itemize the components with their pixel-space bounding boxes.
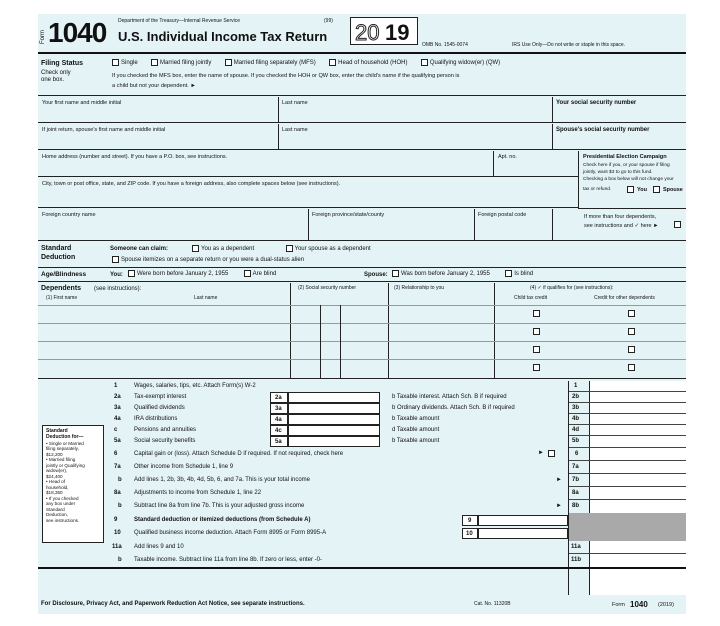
line-ref: 4d: [572, 427, 580, 433]
divider: [320, 305, 321, 378]
form-prefix: Form: [40, 30, 46, 44]
campaign-line4: tax or refund.: [583, 187, 612, 192]
line-b-text: b Taxable amount: [392, 416, 440, 422]
foreign-country-label: Foreign country name: [42, 212, 96, 218]
year-bold: 19: [385, 20, 410, 45]
campaign-title: Presidential Election Campaign: [583, 154, 667, 160]
sidebar-item: filing separately,: [46, 446, 79, 451]
name-row: [38, 97, 686, 123]
line-text: Qualified business income deduction. Attach Form 8995 or Form 8995-A: [134, 530, 327, 536]
line-text: IRA distributions: [134, 416, 178, 422]
sidebar-item: Standard: [46, 506, 65, 512]
married-separately-checkbox[interactable]: [225, 59, 232, 66]
divider: [38, 341, 686, 342]
box-ref: 2a: [275, 395, 282, 401]
filing-options: [110, 59, 500, 67]
divider: [569, 391, 686, 392]
one-box-label: one box.: [41, 77, 65, 83]
sidebar-item: $24,400: [46, 473, 63, 479]
line-num: c: [114, 427, 118, 433]
head-of-household-checkbox[interactable]: [329, 59, 336, 66]
ssn-label: Your social security number: [556, 100, 637, 106]
divider: [308, 209, 309, 240]
line-num: 8a: [114, 490, 121, 496]
dep4-other-credit-checkbox[interactable]: [628, 364, 635, 371]
divider: [552, 209, 553, 240]
line-4a-input[interactable]: [288, 414, 380, 425]
single-label: Single: [121, 60, 138, 67]
spouse-as-dependent-checkbox[interactable]: [286, 245, 293, 252]
spouse-as-dependent-label: Your spouse as a dependent: [294, 246, 371, 253]
sidebar-item: • Head of: [46, 479, 65, 484]
form-title: U.S. Individual Income Tax Return: [118, 29, 328, 44]
line-5a-ref-box: [270, 436, 288, 447]
line-ref: 2b: [572, 394, 580, 400]
dep-col-relationship: (3) Relationship to you: [394, 285, 445, 291]
line-4c-input[interactable]: [288, 425, 380, 436]
campaign-line2: jointly, want $3 to go to this fund.: [583, 170, 653, 175]
spouse-blind-label: Is blind: [514, 271, 534, 278]
divider: [474, 209, 475, 240]
box-ref: 5a: [275, 439, 282, 445]
campaign-spouse-checkbox[interactable]: [653, 186, 660, 193]
dep4-child-credit-checkbox[interactable]: [533, 364, 540, 371]
you-blind-checkbox[interactable]: [244, 270, 251, 277]
city-label: City, town or post office, state, and ZIP code. If you have a foreign address, also complete spaces below (see instructions).: [42, 181, 341, 187]
apt-label: Apt. no.: [498, 154, 517, 160]
line-num: 10: [114, 530, 121, 536]
line-num: 6: [114, 451, 118, 457]
arrow-icon: ►: [556, 477, 562, 483]
line-text: Other income from Schedule 1, line 9: [134, 464, 234, 470]
head-of-household-label: Head of household (HOH): [338, 60, 408, 67]
dep1-child-credit-checkbox[interactable]: [533, 310, 540, 317]
you-as-dependent-label: You as a dependent: [201, 246, 255, 253]
age-blindness-label: Age/Blindness: [41, 271, 87, 278]
line-2a-ref-box: [270, 392, 288, 403]
age-spouse-label: Spouse:: [364, 272, 388, 278]
divider: [552, 124, 553, 149]
box-ref: 3a: [275, 406, 282, 412]
divider: [340, 305, 341, 378]
divider: [569, 402, 686, 403]
divider: [569, 486, 686, 487]
last-name-label: Last name: [282, 100, 308, 106]
line-10-input[interactable]: [478, 528, 568, 539]
divider: [569, 435, 686, 436]
line-text: Add lines 9 and 10: [134, 544, 184, 550]
spouse-born-before-checkbox[interactable]: [392, 270, 399, 277]
tax-year-box: [350, 17, 418, 45]
dependents-label: Dependents: [41, 285, 82, 292]
line-text: Pensions and annuities: [134, 427, 197, 433]
line-11a: [38, 542, 686, 553]
address-row: [38, 151, 578, 177]
you-born-before-label: Were born before January 2, 1955: [137, 271, 229, 278]
line-num: 2a: [114, 394, 121, 400]
foreign-postal-label: Foreign postal code: [478, 212, 527, 218]
age-blindness-row: [38, 269, 686, 282]
box-ref: 4a: [275, 417, 282, 423]
divider: [569, 473, 686, 474]
divider: [569, 424, 686, 425]
irs-use-only: IRS Use Only—Do not write or staple in this space.: [512, 42, 626, 48]
qualifying-widow-checkbox[interactable]: [421, 59, 428, 66]
footer-form-number: 1040: [630, 600, 648, 609]
form-footer: [38, 600, 686, 614]
spouse-blind-checkbox[interactable]: [505, 270, 512, 277]
capital-gain-checkbox[interactable]: [548, 450, 555, 457]
line-9-ref-box: [462, 515, 478, 526]
foreign-row: [38, 209, 686, 241]
line-num: 5a: [114, 438, 121, 444]
line-5a-input[interactable]: [288, 436, 380, 447]
spouse-ssn-label: Spouse's social security number: [556, 127, 650, 133]
filing-note-line1: If you checked the MFS box, enter the name of spouse. If you checked the HOH or QW box, enter the child's name if the qualifying person is: [112, 73, 460, 79]
footer-year: (2019): [658, 602, 674, 608]
line-text: Qualified dividends: [134, 405, 185, 411]
married-jointly-label: Married filing jointly: [160, 60, 212, 67]
sidebar-item: see instructions.: [46, 517, 80, 523]
line-ref: 7b: [572, 477, 580, 483]
line-7b: [38, 475, 686, 486]
catalog-number: Cat. No. 11320B: [474, 601, 511, 607]
spouse-itemizes-label: Spouse itemizes on a separate return or you were a dual-status alien: [121, 257, 305, 264]
line-4a-ref-box: [270, 414, 288, 425]
line-3a-ref-box: [270, 403, 288, 414]
dep2-child-credit-checkbox[interactable]: [533, 328, 540, 335]
sidebar-item: • If you checked: [46, 495, 79, 501]
dependents-sublabel: (see instructions):: [94, 286, 142, 292]
divider: [278, 124, 279, 149]
spouse-born-before-label: Was born before January 2, 1955: [401, 271, 490, 278]
more-dependents-checkbox[interactable]: [674, 221, 681, 228]
line-num: 9: [114, 517, 118, 523]
line-10-ref-box: [462, 528, 478, 539]
dep-col-qualifies: (4) ✓ if qualifies for (see instructions):: [530, 285, 614, 291]
divider: [494, 283, 495, 378]
first-name-label: Your first name and middle initial: [42, 100, 122, 106]
arrow-icon: ►: [538, 450, 544, 456]
someone-can-claim-label: Someone can claim:: [110, 246, 169, 252]
married-separately-label: Married filing separately (MFS): [233, 60, 316, 67]
line-num: 3a: [114, 405, 121, 411]
line-num: 7a: [114, 464, 121, 470]
form-header: [38, 14, 686, 54]
sidebar-item: $12,200: [46, 451, 63, 457]
line-text: Add lines 1, 2b, 3b, 4b, 4d, 5b, 6, and 7a. This is your total income: [134, 477, 310, 483]
married-jointly-checkbox[interactable]: [151, 59, 158, 66]
filing-status-section: [38, 56, 686, 96]
line-4c-ref-box: [270, 425, 288, 436]
city-row: [38, 178, 578, 208]
age-you-options: [126, 270, 276, 278]
form-1040: [38, 14, 686, 614]
line-b-text: b Ordinary dividends. Attach Sch. B if required: [392, 405, 515, 411]
line-num: 4a: [114, 416, 121, 422]
line-num: b: [118, 477, 122, 483]
spouse-last-name-label: Last name: [282, 127, 308, 133]
divider: [38, 567, 686, 569]
omb-number: OMB No. 1545-0074: [422, 42, 468, 48]
line-2a-input[interactable]: [288, 392, 380, 403]
line-b-text: b Taxable interest. Attach Sch. B if required: [392, 394, 507, 400]
arrow-icon: ►: [556, 503, 562, 509]
deduction-label: Deduction: [41, 254, 76, 261]
line-text: Wages, salaries, tips, etc. Attach Form(s) W-2: [134, 383, 256, 389]
dep1-other-credit-checkbox[interactable]: [628, 310, 635, 317]
sidebar-item: widow(er),: [46, 468, 68, 473]
spouse-name-row: [38, 124, 686, 150]
divider: [388, 283, 389, 378]
shaded-block: [569, 513, 686, 541]
dep3-other-credit-checkbox[interactable]: [628, 346, 635, 353]
spouse-itemizes-checkbox[interactable]: [112, 256, 119, 263]
line-text: Standard deduction or itemized deductions (from Schedule A): [134, 517, 311, 523]
divider: [278, 97, 279, 122]
line-ref: 6: [575, 451, 579, 457]
line-text: Capital gain or (loss). Attach Schedule D if required. If not required, check here: [134, 451, 344, 457]
footer-form-label: Form: [612, 602, 625, 608]
standard-label: Standard: [41, 245, 72, 252]
sidebar-title1: Standard: [46, 428, 68, 434]
line-ref: 4b: [572, 416, 580, 422]
line-8a: [38, 488, 686, 499]
itemizes-option: [110, 256, 304, 264]
line-num: 1: [114, 383, 118, 389]
sidebar-title2: Deduction for—: [46, 433, 84, 440]
dep-col-first-name: (1) First name: [46, 295, 78, 301]
you-born-before-checkbox[interactable]: [128, 270, 135, 277]
line-11b: [38, 555, 686, 566]
qualifying-widow-label: Qualifying widow(er) (QW): [429, 60, 501, 67]
line-num: b: [118, 503, 122, 509]
divider: [493, 151, 494, 176]
age-spouse-options: [390, 270, 533, 278]
check-only-label: Check only: [41, 70, 71, 76]
form-code: (99): [324, 18, 333, 24]
divider: [569, 499, 686, 500]
divider: [38, 305, 686, 306]
dep2-other-credit-checkbox[interactable]: [628, 328, 635, 335]
line-text: Adjustments to income from Schedule 1, line 22: [134, 490, 262, 496]
more-dependents-line1: If more than four dependents,: [584, 214, 657, 220]
dep-col-last-name: Last name: [194, 295, 218, 301]
box-ref: 4c: [275, 428, 282, 434]
line-ref: 5b: [572, 438, 580, 444]
box-ref: 10: [466, 531, 473, 537]
line-ref: 1: [574, 383, 578, 389]
box-ref: 9: [468, 518, 472, 524]
income-section: [38, 381, 686, 595]
line-5: [38, 433, 686, 447]
sidebar-item: household,: [46, 484, 69, 490]
you-blind-label: Are blind: [252, 271, 277, 278]
age-you-label: You:: [110, 272, 123, 278]
single-checkbox[interactable]: [112, 59, 119, 66]
dep-col-child-credit: Child tax credit: [514, 295, 548, 301]
filing-status-label: Filing Status: [41, 60, 83, 67]
line-text: Tax-exempt interest: [134, 394, 187, 400]
line-text: Subtract line 8a from line 7b. This is your adjusted gross income: [134, 503, 305, 509]
filing-note-line2: a child but not your dependent. ►: [112, 83, 196, 89]
sidebar-item: Deduction,: [46, 512, 68, 517]
sidebar-item: • Single or Married: [46, 440, 84, 446]
dependents-section: [38, 283, 686, 379]
campaign-you-label: You: [637, 187, 647, 193]
line-text: Taxable income. Subtract line 11a from line 8b. If zero or less, enter -0-: [134, 557, 322, 563]
dep-col-other-credit: Credit for other dependents: [594, 295, 655, 301]
presidential-campaign-box: [578, 151, 686, 209]
line-8b: [38, 501, 686, 512]
more-dependents-line2: see instructions and ✓ here ►: [584, 223, 659, 229]
divider: [552, 97, 553, 122]
line-3a-input[interactable]: [288, 403, 380, 414]
sidebar-item: • Married filing: [46, 457, 76, 462]
department-label: Department of the Treasury—Internal Revenue Service: [118, 18, 241, 24]
dep3-child-credit-checkbox[interactable]: [533, 346, 540, 353]
line-ref: 11a: [571, 544, 581, 550]
divider: [569, 447, 686, 448]
line-b-text: b Taxable amount: [392, 438, 440, 444]
line-6: [38, 449, 686, 460]
line-ref: 3b: [572, 405, 580, 411]
divider: [290, 283, 291, 378]
dep-col-ssn: (2) Social security number: [298, 285, 357, 291]
line-num: b: [118, 557, 122, 563]
campaign-line1: Check here if you, or your spouse if filing: [583, 163, 670, 168]
year-outline: 20: [355, 20, 380, 45]
line-9-input[interactable]: [478, 515, 568, 526]
line-ref: 7a: [572, 464, 579, 470]
campaign-you-checkbox[interactable]: [627, 186, 634, 193]
line-text: Social security benefits: [134, 438, 196, 444]
line-ref: 11b: [571, 557, 582, 563]
form-number: 1040: [48, 17, 107, 48]
line-ref: 8a: [572, 490, 579, 496]
footer-notice: For Disclosure, Privacy Act, and Paperwork Reduction Act Notice, see separate instructions.: [41, 601, 305, 607]
divider: [569, 413, 686, 414]
line-b-text: d Taxable amount: [392, 427, 440, 433]
line-num: 11a: [112, 544, 122, 550]
divider: [38, 323, 686, 324]
foreign-province-label: Foreign province/state/county: [312, 212, 385, 218]
standard-deduction-row: [38, 242, 686, 268]
campaign-spouse-label: Spouse: [663, 187, 683, 193]
line-7a: [38, 462, 686, 473]
claim-options: [190, 245, 371, 253]
divider: [569, 553, 686, 554]
divider: [38, 359, 686, 360]
campaign-line3: Checking a box below will not change your: [583, 177, 674, 182]
sidebar-item: $18,350: [46, 490, 63, 495]
sidebar-item: any box under: [46, 501, 76, 506]
home-address-label: Home address (number and street). If you have a P.O. box, see instructions.: [42, 154, 228, 160]
sidebar-item: jointly or Qualifying: [46, 462, 85, 468]
line-ref: 8b: [572, 503, 580, 509]
spouse-first-name-label: If joint return, spouse's first name and middle initial: [42, 127, 166, 133]
you-as-dependent-checkbox[interactable]: [192, 245, 199, 252]
divider: [569, 460, 686, 461]
